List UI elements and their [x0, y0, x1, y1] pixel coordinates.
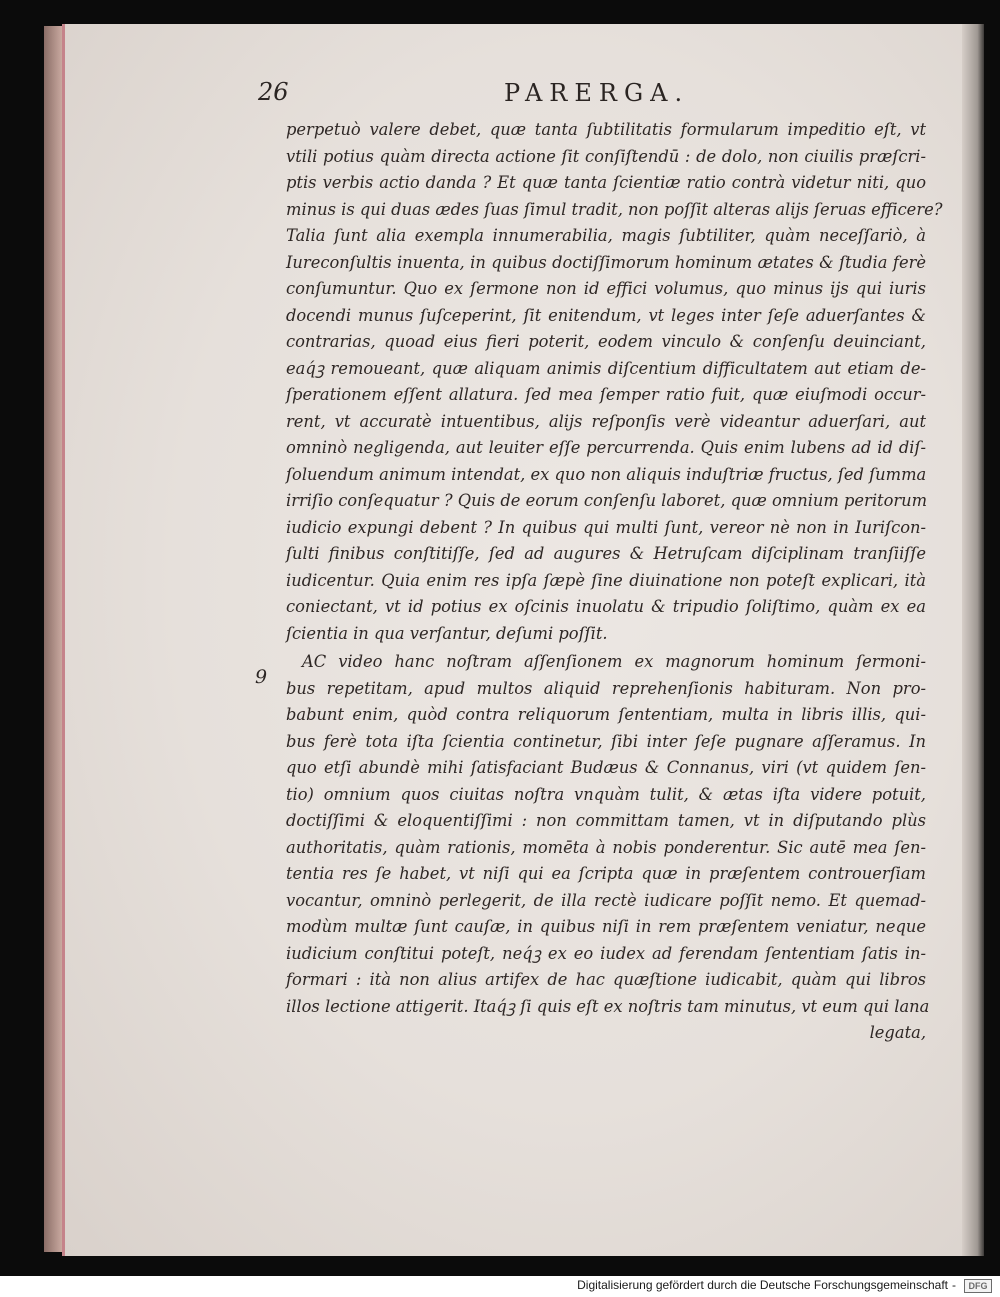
text-line: conſumuntur. Quo ex ſermone non id effici volumus, quo minus ijs qui iuris	[286, 279, 926, 298]
text-line: quo etſi abundè mihi ſatisfaciant Budæus & Connanus, viri (vt quidem ſen-	[286, 758, 926, 777]
footer-credit-text: Digitalisierung gefördert durch die Deutsche Forschungsgemeinschaft	[577, 1278, 948, 1292]
running-title: PARERGA.	[504, 79, 690, 107]
text-line: docendi munus ſuſceperint, ſit enitendum, vt leges inter ſeſe aduerſantes &	[286, 305, 926, 325]
text-line: authoritatis, quàm rationis, momēta à nobis ponderentur. Sic autē mea ſen-	[286, 837, 926, 857]
digitization-footer	[0, 1276, 1000, 1297]
text-line: Iureconſultis inuenta, in quibus doctiſſimorum hominum ætates & ſtudia ferè	[286, 252, 926, 272]
text-line: illos lectione attigerit. Itaq́ꝫ ſi quis eſt ex noſtris tam minutus, vt eum qui lana	[286, 996, 930, 1016]
text-line: modùm multæ ſunt cauſæ, in quibus niſi in rem præſentem veniatur, neque	[286, 917, 926, 936]
text-line: babunt enim, quòd contra reliquorum ſententiam, multa in libris illis, qui-	[286, 705, 926, 724]
text-line: tio) omnium quos ciuitas noſtra vnquàm tulit, & ætas iſta videre potuit,	[286, 784, 926, 804]
text-line: bus repetitam, apud multos aliquid reprehenſionis habituram. Non pro-	[286, 678, 926, 698]
text-line: vtili potius quàm directa actione ſit conſiſtendū : de dolo, non ciuilis præſcri-	[286, 146, 926, 166]
text-line: ſperationem eſſent allatura. ſed mea ſemper ratio fuit, quæ eiuſmodi occur-	[286, 385, 926, 404]
text-line: bus ferè tota iſta ſcientia continetur, ſibi inter ſeſe pugnare aſſeramus. In	[286, 731, 926, 751]
footer-credit	[577, 1278, 960, 1292]
text-line: eaq́ꝫ remoueant, quæ aliquam animis diſcentium difficultatem aut etiam de-	[286, 358, 926, 378]
paragraph-1	[286, 117, 943, 647]
text-line: minus is qui duas ædes ſuas ſimul tradit, non poſſit alteras alijs ſeruas efficere?	[286, 199, 943, 219]
text-line: ſcientia in qua verſantur, deſumi poſſit.	[286, 623, 608, 643]
text-line: iudicentur. Quia enim res ipſa ſæpè ſine diuinatione non poteſt explicari, ità	[286, 570, 926, 590]
page-header	[258, 78, 758, 118]
page-number: 26	[258, 78, 289, 106]
text-line: ptis verbis actio danda ? Et quæ tanta ſcientiæ ratio contrà videtur niti, quo	[286, 173, 926, 192]
text-line: rent, vt accuratè intuentibus, alijs reſponſis verè videantur aduerſari, aut	[286, 411, 926, 431]
body-text	[286, 117, 943, 1047]
text-line: formari : ità non alius artifex de hac quæſtione iudicabit, quàm qui libros	[286, 970, 926, 989]
text-line: iudicium conſtitui poteſt, neq́ꝫ ex eo iudex ad ferendam ſententiam ſatis in-	[286, 943, 926, 963]
catchword: legata,	[869, 1023, 926, 1042]
text-line: perpetuò valere debet, quæ tanta ſubtilitatis formularum impeditio eſt, vt	[286, 120, 926, 139]
text-line: tentia res ſe habet, vt niſi qui ea ſcripta quæ in præſentem controuerſiam	[286, 864, 926, 883]
text-line: ſulti finibus conſtitiſſe, ſed ad augures & Hetruſcam diſciplinam tranſiiſſe	[286, 544, 926, 563]
text-line: ſoluendum animum intendat, ex quo non aliquis induſtriæ fructus, ſed ſumma	[286, 464, 927, 484]
marginal-section-number: 9	[255, 666, 268, 688]
footer-separator: -	[952, 1278, 956, 1292]
dfg-logo-icon: DFG	[964, 1279, 992, 1293]
text-line: irriſio conſequatur ? Quis de eorum conſenſu laboret, quæ omnium peritorum	[286, 491, 928, 510]
page-gutter-shadow	[962, 24, 984, 1256]
text-line: doctiſſimi & eloquentiſſimi : non committam tamen, vt in diſputando plùs	[286, 811, 926, 830]
text-line: contrarias, quoad eius fieri poterit, eodem vinculo & conſenſu deuinciant,	[286, 332, 926, 351]
text-line: iudicio expungi debent ? In quibus qui multi ſunt, vereor nè non in Iuriſcon-	[286, 517, 926, 537]
text-line: coniectant, vt id potius ex oſcinis inuolatu & tripudio ſoliſtimo, quàm ex ea	[286, 597, 926, 616]
text-line: AC video hanc noſtram aſſenſionem ex magnorum hominum ſermoni-	[302, 652, 926, 671]
text-line: Talia ſunt alia exempla innumerabilia, magis ſubtiliter, quàm neceſſariò, à	[286, 226, 926, 245]
text-line: omninò negligenda, aut leuiter eſſe percurrenda. Quis enim lubens ad id diſ-	[286, 438, 926, 457]
text-line: vocantur, omninò perlegerit, de illa rectè iudicare poſſit nemo. Et quemad-	[286, 890, 926, 910]
paragraph-2	[286, 649, 930, 1047]
